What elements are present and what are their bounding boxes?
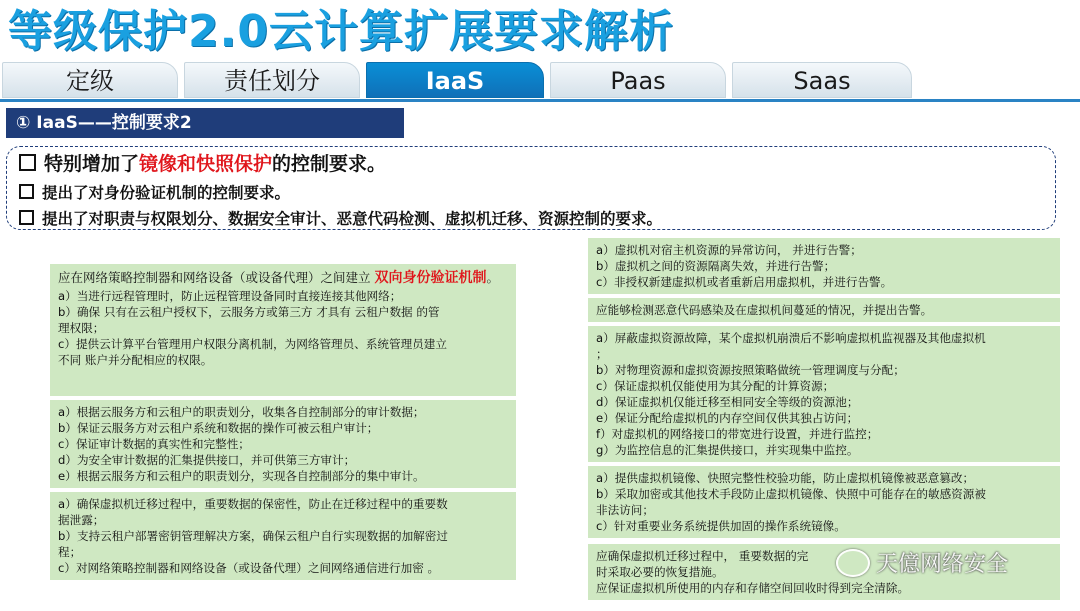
watermark: [836, 548, 1056, 582]
resource-a2: ；: [596, 347, 608, 361]
monitor-c: c）非授权新建虚拟机或者重新启用虚拟机，并进行告警。: [596, 275, 893, 289]
card-image: [588, 466, 1060, 538]
audit-a: a）根据云服务方和云租户的职责划分，收集各自控制部分的审计数据；: [58, 405, 425, 419]
bullet-1-pre: 特别增加了: [44, 153, 140, 175]
auth-lead-highlight: 双向身份验证机制: [374, 270, 487, 286]
tab-iaas[interactable]: IaaS: [366, 62, 544, 98]
malware-text: 应能够检测恶意代码感染及在虚拟机间蔓延的情况，并提出告警。: [596, 303, 933, 317]
image-a: a）提供虚拟机镜像、快照完整性校验功能，防止虚拟机镜像被恶意篡改；: [596, 471, 975, 485]
tab-responsibility[interactable]: 责任划分: [184, 62, 360, 98]
checkbox-icon: [19, 184, 34, 199]
bullet-3-text: 提出了对职责与权限划分、数据安全审计、恶意代码检测、虚拟机迁移、资源控制的要求。: [42, 210, 663, 228]
residual-l2: 时采取必要的恢复措施。: [596, 565, 724, 579]
auth-lead-pre: 应在网络策略控制器和网络设备（或设备代理）之间建立: [58, 270, 375, 285]
checkbox-icon: [19, 154, 36, 171]
card-malware: [588, 298, 1060, 322]
card-resource: [588, 326, 1060, 462]
resource-c: c）保证虚拟机仅能使用为其分配的计算资源；: [596, 379, 835, 393]
resource-f: f）对虚拟机的网络接口的带宽进行设置，并进行监控；: [596, 427, 879, 441]
card-migration: [50, 492, 516, 580]
summary-bullet-3: [19, 207, 662, 229]
audit-c: c）保证审计数据的真实性和完整性；: [58, 437, 250, 451]
summary-bullet-2: [19, 181, 290, 203]
card-auth: [50, 264, 516, 396]
summary-box: [6, 146, 1056, 230]
resource-b: b）对物理资源和虚拟资源按照策略做统一管理调度与分配；: [596, 363, 905, 377]
auth-lead: [58, 268, 508, 288]
audit-b: b）保证云服务方对云租户系统和数据的操作可被云租户审计；: [58, 421, 379, 435]
tab-underline: [0, 99, 1080, 102]
migrate-b1: b）支持云租户部署密钥管理解决方案，确保云租户自行实现数据的加解密过: [58, 529, 448, 543]
image-c: c）针对重要业务系统提供加固的操作系统镜像。: [596, 519, 846, 533]
tab-grading[interactable]: 定级: [2, 62, 178, 98]
monitor-a: a）虚拟机对宿主机资源的异常访问， 并进行告警；: [596, 243, 862, 257]
migrate-a1: a）确保虚拟机迁移过程中，重要数据的保密性，防止在迁移过程中的重要数: [58, 497, 448, 511]
residual-l1: 应确保虚拟机迁移过程中， 重要数据的完: [596, 549, 809, 563]
image-b2: 非法访问；: [596, 503, 654, 517]
section-heading: ① IaaS——控制要求2: [6, 108, 404, 138]
migrate-c: c）对网络策略控制器和网络设备（或设备代理）之间网络通信进行加密 。: [58, 561, 440, 575]
audit-d: d）为安全审计数据的汇集提供接口，并可供第三方审计；: [58, 453, 356, 467]
image-b1: b）采取加密或其他技术手段防止虚拟机镜像、快照中可能存在的敏感资源被: [596, 487, 986, 501]
auth-a: a）当进行远程管理时，防止远程管理设备同时直接连接其他网络；: [58, 289, 402, 303]
bullet-1-highlight: 镜像和快照保护: [139, 153, 273, 175]
audit-e: e）根据云服务方和云租户的职责划分，实现各自控制部分的集中审计。: [58, 469, 425, 483]
summary-bullet-1: [19, 149, 386, 176]
residual-l3: 应保证虚拟机所使用的内存和存储空间回收时得到完全清除。: [596, 581, 910, 595]
migrate-b2: 程；: [58, 545, 82, 559]
resource-e: e）保证分配给虚拟机的内存空间仅供其独占访问；: [596, 411, 859, 425]
monitor-b: b）虚拟机之间的资源隔离失效，并进行告警；: [596, 259, 836, 273]
tab-bar: [0, 62, 1080, 100]
auth-c2: 不同 账户并分配相应的权限。: [58, 353, 213, 367]
resource-a1: a）屏蔽虚拟资源故障，某个虚拟机崩溃后不影响虚拟机监视器及其他虚拟机: [596, 331, 986, 345]
card-monitor: [588, 238, 1060, 294]
tab-saas[interactable]: Saas: [732, 62, 912, 98]
bullet-1-post: 的控制要求。: [272, 153, 387, 175]
auth-b2: 理权限；: [58, 321, 105, 335]
resource-d: d）保证虚拟机仅能迁移至相同安全等级的资源池；: [596, 395, 859, 409]
bullet-2-text: 提出了对身份验证机制的控制要求。: [42, 184, 291, 202]
wechat-icon: [836, 549, 870, 577]
auth-lead-post: 。: [486, 270, 499, 285]
auth-b1: b）确保 只有在云租户授权下，云服务方或第三方 才具有 云租户数据 的管: [58, 305, 440, 319]
tab-paas[interactable]: Paas: [550, 62, 726, 98]
page-title: 等级保护2.0云计算扩展要求解析: [8, 6, 674, 57]
card-audit: [50, 400, 516, 488]
watermark-text: 天億网络安全: [876, 552, 1009, 577]
auth-c1: c）提供云计算平台管理用户权限分离机制，为网络管理员、系统管理员建立: [58, 337, 447, 351]
checkbox-icon: [19, 210, 34, 225]
resource-g: g）为监控信息的汇集提供接口，并实现集中监控。: [596, 443, 859, 457]
migrate-a2: 据泄露；: [58, 513, 105, 527]
